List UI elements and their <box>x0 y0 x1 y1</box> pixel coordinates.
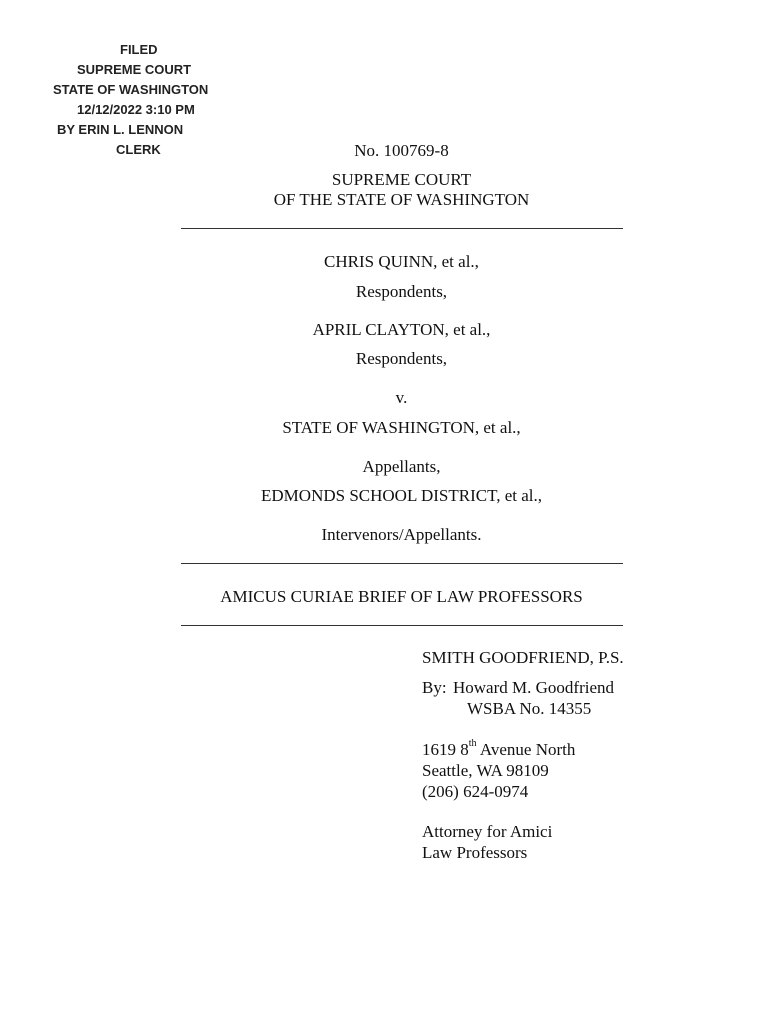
party-edmonds: EDMONDS SCHOOL DISTRICT, et al., <box>261 486 542 505</box>
address-ordinal: th <box>468 738 477 749</box>
firm-name: SMITH GOODFRIEND, P.S. <box>422 648 624 667</box>
party-state-role: Appellants, <box>362 457 441 476</box>
caption-divider-middle <box>181 563 623 564</box>
address-number: 1619 8 <box>422 740 469 759</box>
attorney-role-line1: Attorney for Amici <box>422 822 553 841</box>
party-clayton-role: Respondents, <box>355 349 448 368</box>
address-street: Avenue North <box>476 740 576 759</box>
phone-number: (206) 624-0974 <box>422 782 529 801</box>
stamp-filed: FILED <box>120 42 158 57</box>
party-quinn: CHRIS QUINN, et al., <box>324 252 479 271</box>
caption-divider-bottom <box>181 625 623 626</box>
city-state-zip: Seattle, WA 98109 <box>422 761 549 780</box>
wsba-number: WSBA No. 14355 <box>467 699 592 718</box>
party-edmonds-role: Intervenors/Appellants. <box>321 525 482 544</box>
attorney-role-line2: Law Professors <box>422 843 528 862</box>
stamp-datetime: 12/12/2022 3:10 PM <box>77 102 195 117</box>
stamp-state: STATE OF WASHINGTON <box>53 82 209 97</box>
court-name-line1: SUPREME COURT <box>331 170 472 189</box>
stamp-clerk: CLERK <box>116 142 161 157</box>
by-label: By: <box>422 678 447 697</box>
versus: v. <box>395 388 408 407</box>
caption-divider-top <box>181 228 623 229</box>
party-clayton: APRIL CLAYTON, et al., <box>312 320 491 339</box>
stamp-by-clerk: BY ERIN L. LENNON <box>57 122 184 137</box>
attorney-name: Howard M. Goodfriend <box>453 678 614 697</box>
party-quinn-role: Respondents, <box>355 282 448 301</box>
case-number: No. 100769-8 <box>354 141 449 160</box>
party-state: STATE OF WASHINGTON, et al., <box>282 418 521 437</box>
stamp-court: SUPREME COURT <box>77 62 192 77</box>
street-address <box>422 740 575 760</box>
brief-title: AMICUS CURIAE BRIEF OF LAW PROFESSORS <box>220 587 583 606</box>
court-name-line2: OF THE STATE OF WASHINGTON <box>273 190 530 209</box>
